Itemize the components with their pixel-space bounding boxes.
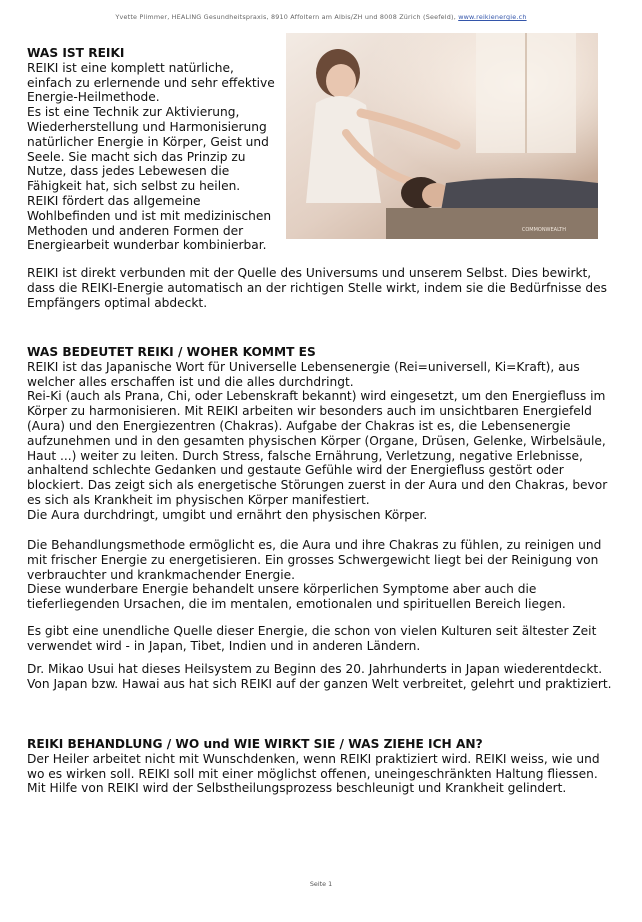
- section-was-bedeutet-reiki: [27, 345, 612, 523]
- header-website-link[interactable]: www.reikienergie.ch: [458, 13, 527, 21]
- section2-history-block: [27, 662, 612, 692]
- header-text: Yvette Plimmer, HEALING Gesundheitspraxis, 8910 Affoltern am Albis/ZH und 8008 Zürich (Seefeld),: [115, 13, 459, 21]
- section1-paragraph-2: REIKI fördert das allgemeine Wohlbefinden und ist mit medizinischen Methoden und anderen Formen der Energiearbeit wunderbar kombinierbar.: [27, 193, 272, 253]
- section1-paragraph-1: Es ist eine Technik zur Aktivierung, Wiederherstellung und Harmonisierung natürlicher Energie in Körper, Geist und Seele. Sie macht sich das Prinzip zu Nutze, dass jedes Lebewesen die Fähigkeit hat, sich selbst zu heilen.: [27, 105, 269, 194]
- reiki-treatment-photo: [286, 33, 598, 239]
- section3-title: REIKI BEHANDLUNG / WO und WIE WIRKT SIE / WAS ZIEHE ICH AN?: [27, 737, 483, 751]
- section1-paragraph-3: REIKI ist direkt verbunden mit der Quelle des Universums und unserem Selbst. Dies bewirkt, dass die REIKI-Energie automatisch an der richtigen Stelle wirkt, indem sie die Bedürfnisse des Empfängers optimal abdeckt.: [27, 266, 608, 310]
- section2-paragraph-7: Dr. Mikao Usui hat dieses Heilsystem zu Beginn des 20. Jahrhunderts in Japan wiederentdeckt. Von Japan bzw. Hawai aus hat sich REIKI auf der ganzen Welt verbreitet, gelehrt und praktiziert.: [27, 662, 612, 691]
- page-header: [0, 13, 642, 21]
- section2-source-block: [27, 624, 612, 654]
- section2-paragraph-4: Die Behandlungsmethode ermöglicht es, die Aura und ihre Chakras zu fühlen, zu reinigen und mit frischer Energie zu energetisieren. Ein grosses Schwergewicht liegt bei der Reinigung von verbrauchter und krankmachender Energie.: [27, 538, 602, 582]
- section3-paragraph-1: Der Heiler arbeitet nicht mit Wunschdenken, wenn REIKI praktiziert wird. REIKI weiss, wie und wo es wirken soll. REIKI soll mit einer möglichst offenen, uneingeschränkten Haltung fliessen. Mit Hilfe von REIKI wird der Selbstheilungsprozess beschleunigt und Krankheit gelindert.: [27, 751, 600, 796]
- section-was-ist-reiki: [27, 46, 279, 253]
- section2-paragraph-6: Es gibt eine unendliche Quelle dieser Energie, die schon von vielen Kulturen seit ältester Zeit verwendet wird - in Japan, Tibet, Indien und in anderen Ländern.: [27, 624, 597, 653]
- photo-watermark: COMMONWEALTH: [521, 227, 566, 233]
- section2-title: WAS BEDEUTET REIKI / WOHER KOMMT ES: [27, 345, 316, 359]
- section1-intro: REIKI ist eine komplett natürliche, einfach zu erlernende und sehr effektive Energie-Heilmethode.: [27, 60, 275, 105]
- section2-paragraph-5: Diese wunderbare Energie behandelt unsere körperlichen Symptome aber auch die tieferliegenden Ursachen, die im mentalen, emotionalen und spirituellen Bereich liegen.: [27, 582, 566, 612]
- section2-paragraph-3: Die Aura durchdringt, umgibt und ernährt den physischen Körper.: [27, 507, 428, 522]
- section1-title: WAS IST REIKI: [27, 46, 125, 60]
- section1-continuation: [27, 266, 612, 310]
- section-reiki-behandlung: [27, 737, 612, 796]
- section2-treatment-block: [27, 538, 612, 612]
- page-number: Seite 1: [309, 880, 333, 888]
- section2-paragraph-1: REIKI ist das Japanische Wort für Universelle Lebensenergie (Rei=universell, Ki=Kraft), aus welcher alles erschaffen ist und die alles durchdringt.: [27, 359, 580, 389]
- section2-paragraph-2: Rei-Ki (auch als Prana, Chi, oder Lebenskraft bekannt) wird eingesetzt, um den Energiefluss im Körper zu harmonisieren. Mit REIKI arbeiten wir besonders auch im unsichtbaren Energiefeld (Aura) und den Energiezentren (Chakras). Aufgabe der Chakras ist es, die Lebensenergie aufzunehmen und in den gesamten physischen Körper (Organe, Drüsen, Gelenke, Wirbelsäule, Haut ...) weiter zu leiten. Durch Stress, falsche Ernährung, Verletzung, negative Erlebnisse, anhaltend schlechte Gedanken und gestaute Gefühle wird der Energiefluss gestört oder blockiert. Das zeigt sich als energetische Störungen zuerst in der Aura und den Chakras, bevor es sich als Krankheit im physischen Körper manifestiert.: [27, 389, 608, 507]
